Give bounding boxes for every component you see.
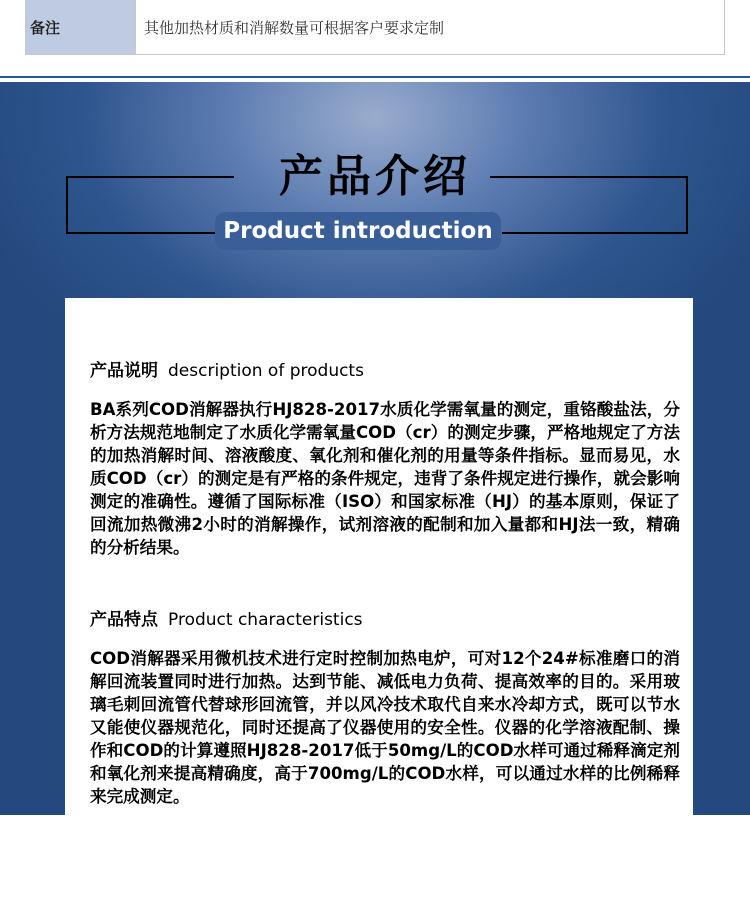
characteristics-heading-cn: 产品特点 <box>90 610 158 630</box>
characteristics-text: COD消解器采用微机技术进行定时控制加热电炉，可对12个24#标准磨口的消解回流装置同时进行加热。达到节能、减低电力负荷、提高效率的目的。采用玻璃毛刺回流管代替球形回流管，并以风冷技术取代自来水冷却方式，既可以节水又能使仪器规范化，同时还提高了仪器使用的安全性。仪器的化学溶液配制、操作和COD的计算遵照HJ828-2017低于50mg/L的COD水样可通过稀释滴定剂和氧化剂来提高精确度，高于700mg/L的COD水样，可以通过水样的比例稀释来完成测定。 <box>90 649 680 806</box>
divider <box>0 76 750 78</box>
remarks-value: 其他加热材质和消解数量可根据客户要求定制 <box>144 18 445 37</box>
product-intro-section <box>0 82 750 815</box>
section-title-cn: 产品介绍 <box>279 151 471 202</box>
remarks-label: 备注 <box>26 0 136 54</box>
description-heading-cn: 产品说明 <box>90 361 158 381</box>
description-heading-en: description of products <box>168 361 364 381</box>
content-card <box>65 298 693 898</box>
characteristics-heading <box>90 605 363 630</box>
remarks-row <box>25 0 725 55</box>
description-text: BA系列COD消解器执行HJ828-2017水质化学需氧量的测定，重铬酸盐法，分析方法规范地制定了水质化学需氧量COD（cr）的测定步骤，严格地规定了方法的加热消解时间、溶液酸度、氧化剂和催化剂的用量等条件指标。显而易见，水质COD（cr）的测定是有严格的条件规定，违背了条件规定进行操作，就会影响测定的准确性。遵循了国际标准（ISO）和国家标准（HJ）的基本原则，保证了回流加热微沸2小时的消解操作，试剂溶液的配制和加入量都和HJ法一致，精确的分析结果。 <box>90 400 680 557</box>
description-heading <box>90 356 364 381</box>
characteristics-heading-en: Product characteristics <box>168 610 363 630</box>
section-title-en: Product introduction <box>215 212 501 250</box>
